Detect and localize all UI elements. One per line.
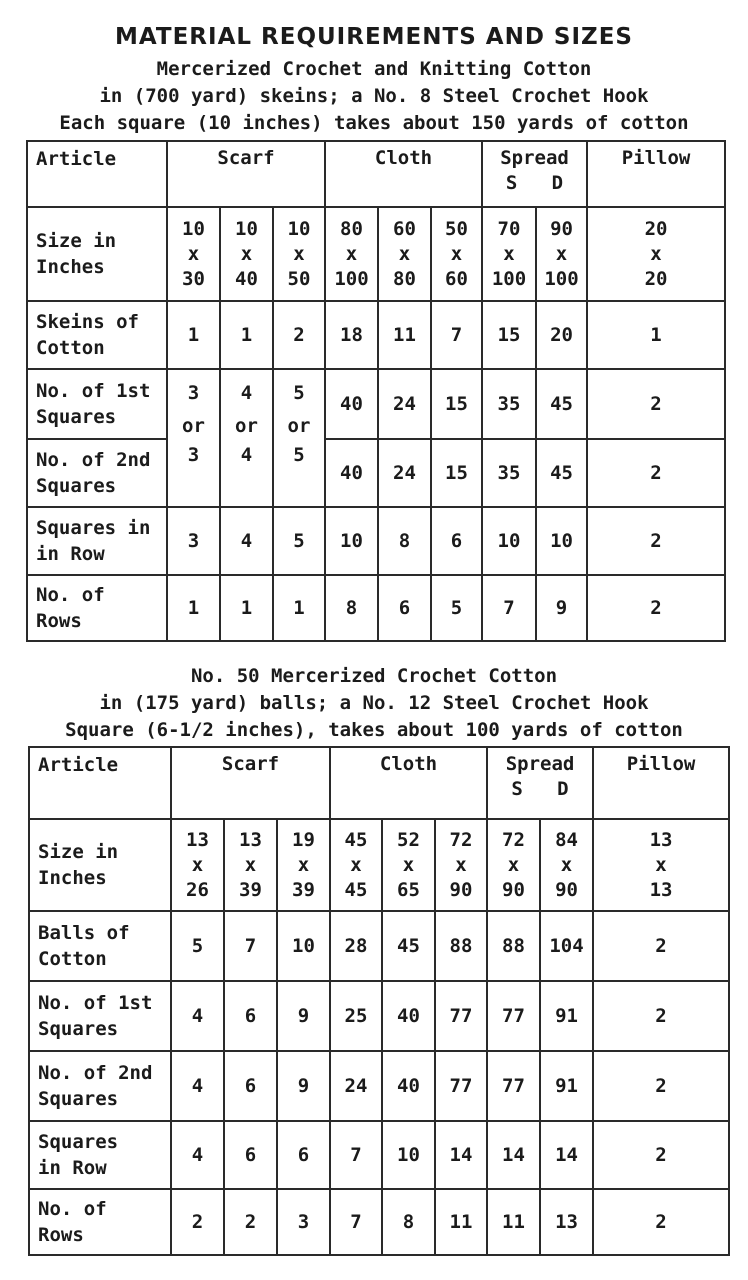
value-cell: 6 (224, 1121, 277, 1189)
value-cell: 88 (487, 911, 540, 981)
value-cell: 1 (220, 301, 273, 369)
spread-header: Spread S D (487, 747, 593, 819)
value-cell: 2 (587, 439, 725, 507)
size-cell: 60 x 80 (378, 207, 431, 301)
value-cell: 104 (540, 911, 593, 981)
value-cell: 28 (330, 911, 382, 981)
value-cell: 40 (325, 439, 378, 507)
value-cell: 5 or (273, 369, 325, 439)
value-cell: 10 (382, 1121, 435, 1189)
value-cell: 91 (540, 1051, 593, 1121)
or-label: or (287, 415, 311, 437)
value-cell: 5 (273, 507, 325, 575)
value-cell: 7 (330, 1121, 382, 1189)
value-cell: 4 (171, 1051, 224, 1121)
value-cell: 10 (277, 911, 330, 981)
value-cell: 25 (330, 981, 382, 1051)
value-cell: 2 (593, 981, 729, 1051)
or-label: or (235, 415, 258, 437)
value-cell: 2 (593, 1121, 729, 1189)
value-cell: 20 (536, 301, 587, 369)
row-label: Size in Inches (29, 819, 171, 911)
spread-sub-s: S (511, 778, 523, 800)
value-cell: 45 (382, 911, 435, 981)
size-cell: 72 x 90 (435, 819, 487, 911)
value-cell: 15 (482, 301, 536, 369)
value-cell: 13 (540, 1189, 593, 1255)
value-cell: 2 (273, 301, 325, 369)
value-cell: 5 (431, 575, 482, 641)
value-cell: 2 (593, 1051, 729, 1121)
table-row (27, 301, 725, 369)
spread-sub-d: D (557, 778, 569, 800)
row-label: No. of 1st Squares (29, 981, 171, 1051)
size-cell: 52 x 65 (382, 819, 435, 911)
value-cell: 8 (325, 575, 378, 641)
value-cell: 77 (435, 1051, 487, 1121)
value-cell: 6 (431, 507, 482, 575)
section1-line-1: Mercerized Crochet and Knitting Cotton (156, 58, 592, 80)
size-cell: 10 x 40 (220, 207, 273, 301)
spread-sub-d: D (551, 172, 564, 194)
value-cell: 15 (431, 439, 482, 507)
value-cell: 24 (378, 439, 431, 507)
value-cell: 45 (536, 439, 587, 507)
table-row (27, 439, 725, 507)
value-cell: 18 (325, 301, 378, 369)
header-row (27, 141, 725, 207)
value-cell: 2 (587, 507, 725, 575)
row-label: No. of 2nd Squares (27, 439, 167, 507)
row-label: No. of 2nd Squares (29, 1051, 171, 1121)
value-cell: 2 (587, 575, 725, 641)
value-cell: 3 or (167, 369, 220, 439)
row-label: Balls of Cotton (29, 911, 171, 981)
size-cell: 84 x 90 (540, 819, 593, 911)
scarf-header: Scarf (167, 141, 325, 207)
requirements-table-2 (28, 746, 730, 1256)
header-row (29, 747, 729, 819)
or-label: or (182, 415, 205, 437)
value-cell: 1 (167, 301, 220, 369)
row-label: Squares in Row (29, 1121, 171, 1189)
cloth-header: Cloth (325, 141, 482, 207)
value-cell: 3 (277, 1189, 330, 1255)
value-cell: 14 (487, 1121, 540, 1189)
section1-line-3: Each square (10 inches) takes about 150 yards of cotton (59, 112, 689, 134)
size-cell: 80 x 100 (325, 207, 378, 301)
value-cell: 10 (536, 507, 587, 575)
value-cell: 8 (378, 507, 431, 575)
row-label: Skeins of Cotton (27, 301, 167, 369)
size-cell: 72 x 90 (487, 819, 540, 911)
size-cell: 13 x 39 (224, 819, 277, 911)
value-cell: 14 (435, 1121, 487, 1189)
value-cell: 5 (171, 911, 224, 981)
row-label: Size in Inches (27, 207, 167, 301)
value-cell: 4 or (220, 369, 273, 439)
spread-sub-s: S (505, 172, 518, 194)
value-cell: 40 (382, 1051, 435, 1121)
section2-line-2: in (175 yard) balls; a No. 12 Steel Crochet Hook (99, 692, 649, 714)
table-row (27, 507, 725, 575)
pillow-header: Pillow (593, 747, 729, 819)
table-row (27, 575, 725, 641)
value-cell: 8 (382, 1189, 435, 1255)
article-header: Article (29, 747, 171, 819)
size-cell: 10 x 30 (167, 207, 220, 301)
table-row (29, 819, 729, 911)
value-cell: 9 (536, 575, 587, 641)
size-cell: 50 x 60 (431, 207, 482, 301)
value-cell: 4 (220, 439, 273, 507)
size-cell: 19 x 39 (277, 819, 330, 911)
table-row (27, 207, 725, 301)
value-cell: 7 (224, 911, 277, 981)
value-cell: 6 (224, 981, 277, 1051)
value-cell: 6 (378, 575, 431, 641)
table-row (29, 1121, 729, 1189)
value-cell: 2 (593, 911, 729, 981)
table-row (29, 1051, 729, 1121)
value-cell: 2 (224, 1189, 277, 1255)
size-cell: 13 x 26 (171, 819, 224, 911)
value-cell: 11 (378, 301, 431, 369)
value-cell: 1 (273, 575, 325, 641)
article-header: Article (27, 141, 167, 207)
value-cell: 3 (167, 439, 220, 507)
value-cell: 11 (487, 1189, 540, 1255)
value-cell: 77 (487, 1051, 540, 1121)
scarf-header: Scarf (171, 747, 330, 819)
value-cell: 91 (540, 981, 593, 1051)
value-cell: 7 (482, 575, 536, 641)
value-cell: 40 (325, 369, 378, 439)
value-cell: 4 (220, 507, 273, 575)
spread-header: Spread S D (482, 141, 587, 207)
value-cell: 45 (536, 369, 587, 439)
row-label: Squares in in Row (27, 507, 167, 575)
size-cell: 13 x 13 (593, 819, 729, 911)
size-cell: 45 x 45 (330, 819, 382, 911)
value-cell: 10 (325, 507, 378, 575)
value-cell: 7 (330, 1189, 382, 1255)
value-cell: 2 (593, 1189, 729, 1255)
value-cell: 1 (167, 575, 220, 641)
page-title: MATERIAL REQUIREMENTS AND SIZES (115, 24, 633, 50)
value-cell: 35 (482, 369, 536, 439)
value-cell: 6 (277, 1121, 330, 1189)
value-cell: 15 (431, 369, 482, 439)
size-cell: 90 x 100 (536, 207, 587, 301)
value-cell: 35 (482, 439, 536, 507)
value-cell: 5 (273, 439, 325, 507)
size-cell: 20 x 20 (587, 207, 725, 301)
requirements-table-1 (26, 140, 726, 642)
value-cell: 88 (435, 911, 487, 981)
value-cell: 7 (431, 301, 482, 369)
section2-line-1: No. 50 Mercerized Crochet Cotton (190, 665, 558, 687)
value-cell: 11 (435, 1189, 487, 1255)
row-label: No. of 1st Squares (27, 369, 167, 439)
row-label: No. of Rows (29, 1189, 171, 1255)
value-cell: 2 (587, 369, 725, 439)
value-cell: 9 (277, 1051, 330, 1121)
value-cell: 4 (171, 1121, 224, 1189)
value-cell: 1 (587, 301, 725, 369)
value-cell: 10 (482, 507, 536, 575)
section2-line-3: Square (6-1/2 inches), takes about 100 yards of cotton (65, 719, 683, 741)
value-cell: 3 (167, 507, 220, 575)
value-cell: 9 (277, 981, 330, 1051)
table-row (29, 911, 729, 981)
value-cell: 1 (220, 575, 273, 641)
value-cell: 6 (224, 1051, 277, 1121)
pillow-header: Pillow (587, 141, 725, 207)
table-row (29, 981, 729, 1051)
value-cell: 14 (540, 1121, 593, 1189)
value-cell: 24 (378, 369, 431, 439)
size-cell: 70 x 100 (482, 207, 536, 301)
table-row (27, 369, 725, 439)
cloth-header: Cloth (330, 747, 487, 819)
value-cell: 4 (171, 981, 224, 1051)
table-row (29, 1189, 729, 1255)
row-label: No. of Rows (27, 575, 167, 641)
value-cell: 77 (435, 981, 487, 1051)
value-cell: 2 (171, 1189, 224, 1255)
section1-line-2: in (700 yard) skeins; a No. 8 Steel Crochet Hook (99, 85, 649, 107)
value-cell: 40 (382, 981, 435, 1051)
size-cell: 10 x 50 (273, 207, 325, 301)
value-cell: 77 (487, 981, 540, 1051)
value-cell: 24 (330, 1051, 382, 1121)
